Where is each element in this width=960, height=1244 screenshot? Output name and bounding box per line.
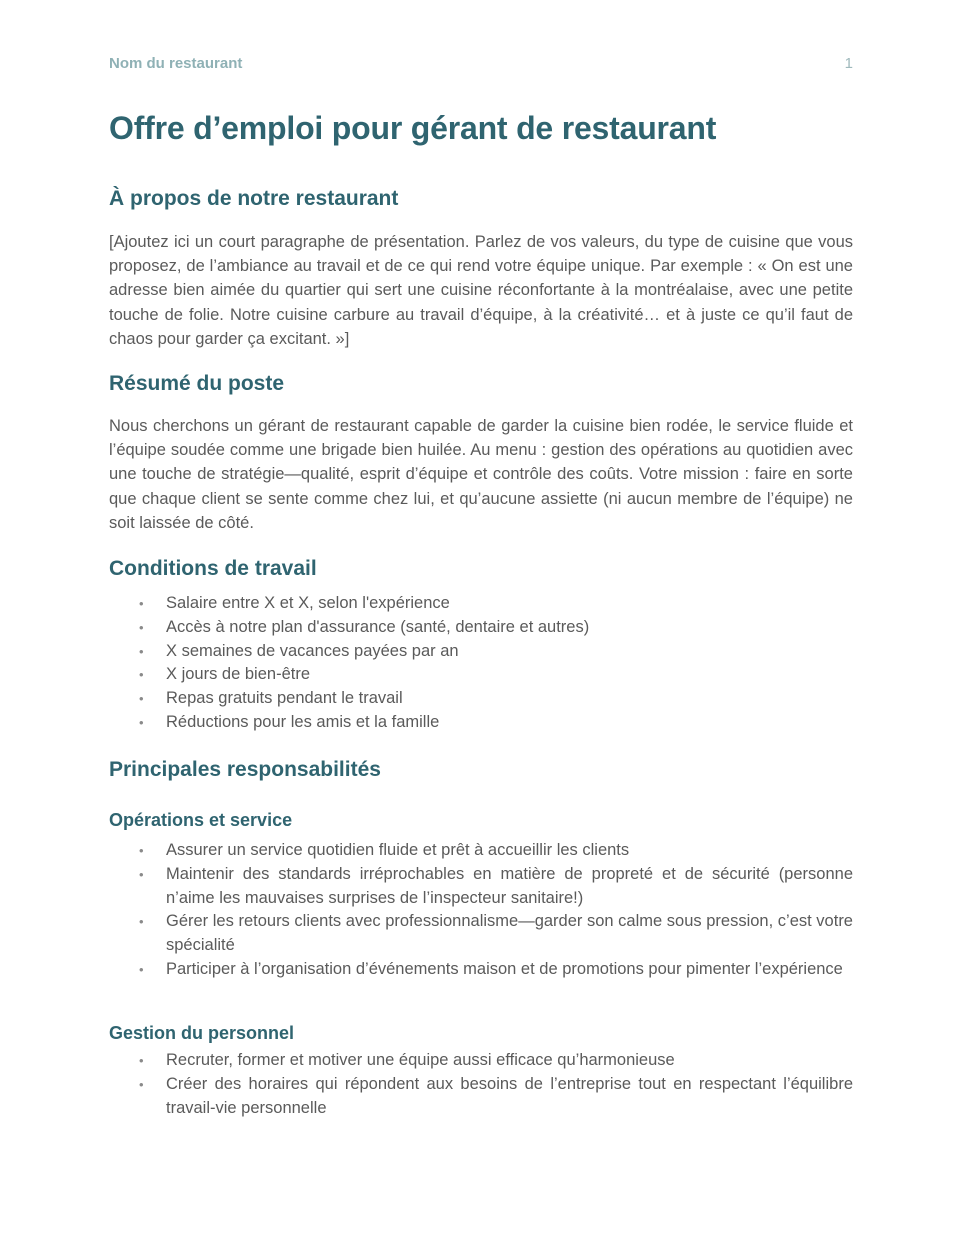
list-item-text: Maintenir des standards irréprochables en matière de propreté et de sécurité (personne n’aime les mauvaises surprises de l’inspecteur sanitaire!) xyxy=(166,864,853,907)
list-item xyxy=(109,616,853,640)
list-item-text: Participer à l’organisation d’événements maison et de promotions pour pimenter l’expérience xyxy=(166,959,843,978)
list-item-text: X semaines de vacances payées par an xyxy=(166,641,459,660)
staff-subheading: Gestion du personnel xyxy=(109,1023,295,1043)
list-item-text: X jours de bien-être xyxy=(166,665,310,684)
bullet-icon: • xyxy=(139,866,144,882)
list-item xyxy=(109,1049,853,1073)
list-item-text: Recruter, former et motiver une équipe aussi efficace qu’harmonieuse xyxy=(166,1051,675,1069)
list-item-text: Gérer les retours clients avec professionnalisme—garder son calme sous pression, c’est votre spécialité xyxy=(166,912,853,955)
list-item-text: Réductions pour les amis et la famille xyxy=(166,712,440,731)
bullet-icon: • xyxy=(139,714,144,730)
list-item xyxy=(109,711,853,735)
conditions-heading: Conditions de travail xyxy=(109,557,317,580)
conditions-list xyxy=(109,592,853,735)
bullet-icon: • xyxy=(139,619,144,635)
about-heading: À propos de notre restaurant xyxy=(109,187,399,210)
list-item xyxy=(109,839,853,863)
bullet-icon: • xyxy=(139,1076,144,1092)
list-item-text: Salaire entre X et X, selon l'expérience xyxy=(166,594,450,612)
list-item-text: Assurer un service quotidien fluide et prêt à accueillir les clients xyxy=(166,841,630,859)
operations-list xyxy=(109,839,853,982)
page-title: Offre d’emploi pour gérant de restaurant xyxy=(109,110,717,146)
list-item xyxy=(109,663,853,687)
summary-heading: Résumé du poste xyxy=(109,372,285,395)
list-item xyxy=(109,1073,853,1121)
staff-list xyxy=(109,1049,853,1120)
page-number: 1 xyxy=(844,55,853,72)
summary-paragraph: Nous cherchons un gérant de restaurant capable de garder la cuisine bien rodée, le service fluide et l’équipe soudée comme une brigade bien huilée. Au menu : gestion des opérations au quotidien avec une touche de stratégie—qualité, esprit d’équipe et contrôle des coûts. Votre mission : faire en sorte que chaque client se sente comme chez lui, et qu’aucune assiette (ni aucun membre de l’équipe) ne soit laissée de côté. xyxy=(109,417,853,532)
list-item xyxy=(109,958,853,982)
bullet-icon: • xyxy=(139,596,144,611)
list-item xyxy=(109,640,853,664)
bullet-icon: • xyxy=(139,691,144,707)
page-header xyxy=(109,55,853,75)
bullet-icon: • xyxy=(139,843,144,858)
bullet-icon: • xyxy=(139,1053,144,1068)
list-item xyxy=(109,863,853,911)
list-item xyxy=(109,592,853,616)
list-item xyxy=(109,910,853,958)
bullet-icon: • xyxy=(139,914,144,930)
list-item-text: Créer des horaires qui répondent aux besoins de l’entreprise tout en respectant l’équilibre travail-vie personnelle xyxy=(166,1074,853,1117)
operations-subheading: Opérations et service xyxy=(109,810,293,830)
list-item-text: Repas gratuits pendant le travail xyxy=(166,689,403,708)
list-item-text: Accès à notre plan d'assurance (santé, dentaire et autres) xyxy=(166,617,590,636)
bullet-icon: • xyxy=(139,643,144,659)
bullet-icon: • xyxy=(139,961,144,977)
list-item xyxy=(109,687,853,711)
bullet-icon: • xyxy=(139,667,144,683)
restaurant-name: Nom du restaurant xyxy=(109,55,243,72)
about-paragraph: [Ajoutez ici un court paragraphe de présentation. Parlez de vos valeurs, du type de cuisine que vous proposez, de l’ambiance au travail et de ce qui rend votre équipe unique. Par exemple : « On est une adresse bien aimée du quartier qui sert une cuisine réconfortante à la montréalaise, avec une petite touche de folie. Notre cuisine carbure au travail d’équipe, à la créativité… et à juste ce qu’il faut de chaos pour garder ça excitant. »] xyxy=(109,233,853,348)
responsibilities-heading: Principales responsabilités xyxy=(109,758,381,781)
